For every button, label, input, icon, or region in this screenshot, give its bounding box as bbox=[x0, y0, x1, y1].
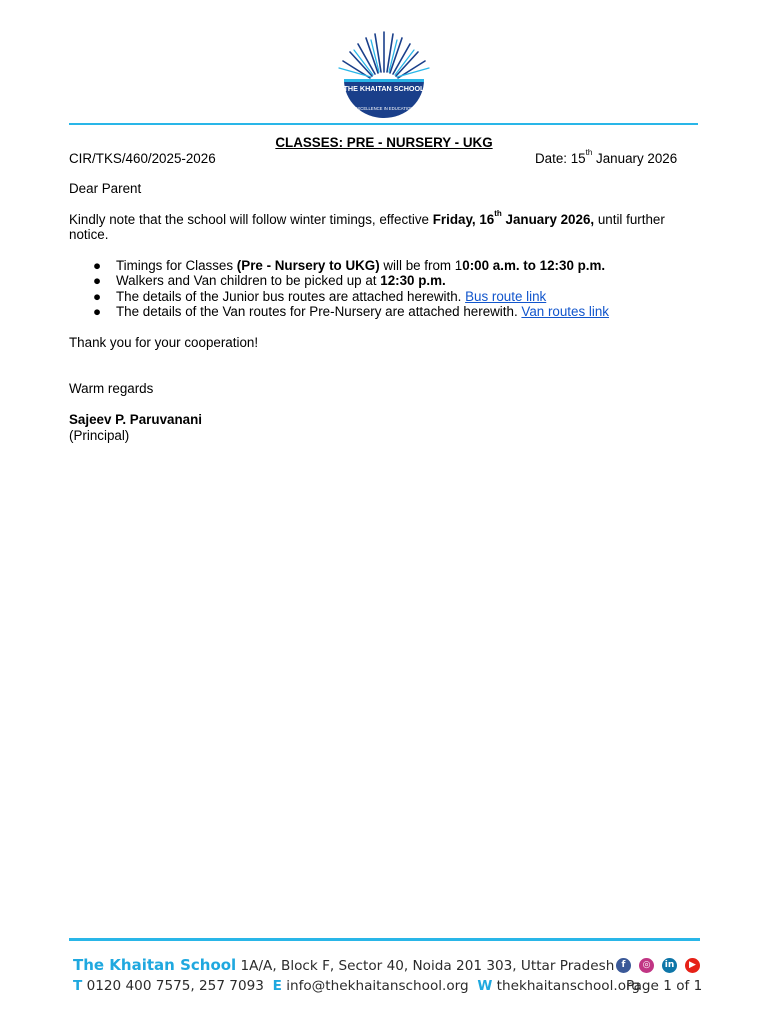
list-item: The details of the Junior bus routes are attached herewith. Bus route link bbox=[116, 289, 547, 304]
list-item: The details of the Van routes for Pre-Nursery are attached herewith. Van routes link bbox=[116, 304, 609, 319]
thanks-line: Thank you for your cooperation! bbox=[69, 335, 259, 350]
letter-title: CLASSES: PRE - NURSERY - UKG bbox=[275, 135, 493, 150]
list-item: Timings for Classes (Pre - Nursery to UKG) will be from 10:00 a.m. to 12:30 p.m. bbox=[116, 258, 606, 273]
linkedin-icon[interactable]: in bbox=[662, 958, 677, 973]
signatory-name: Sajeev P. Paruvanani bbox=[69, 412, 202, 427]
footer-address-line bbox=[73, 956, 614, 974]
logo-rays bbox=[343, 32, 425, 78]
footer-address: 1A/A, Block F, Sector 40, Noida 201 303, Uttar Pradesh bbox=[240, 958, 615, 974]
footer-website[interactable]: thekhaitanschool.org bbox=[496, 978, 641, 994]
header-rule bbox=[69, 123, 698, 125]
bullet-marker: ● bbox=[93, 258, 102, 273]
list-item: Walkers and Van children to be picked up at 12:30 p.m. bbox=[116, 273, 446, 288]
logo-name: THE KHAITAN SCHOOL bbox=[343, 84, 425, 93]
salutation: Dear Parent bbox=[69, 181, 142, 196]
footer-brand: The Khaitan School bbox=[73, 956, 237, 974]
van-routes-link[interactable]: Van routes link bbox=[521, 304, 609, 319]
instagram-icon[interactable]: ◎ bbox=[639, 958, 654, 973]
intro-paragraph-cont: notice. bbox=[69, 227, 109, 242]
bus-route-link[interactable]: Bus route link bbox=[465, 289, 547, 304]
letter-date: Date: 15th January 2026 bbox=[535, 148, 678, 166]
school-logo bbox=[334, 28, 434, 120]
footer-phone: 0120 400 7575, 257 7093 bbox=[86, 978, 264, 994]
bullet-marker: ● bbox=[93, 304, 102, 319]
facebook-icon[interactable]: f bbox=[616, 958, 631, 973]
logo-motto: EXCELLENCE IN EDUCATION bbox=[354, 106, 414, 111]
bullet-marker: ● bbox=[93, 273, 102, 288]
bullet-marker: ● bbox=[93, 289, 102, 304]
closing-line: Warm regards bbox=[69, 381, 154, 396]
footer-rule bbox=[69, 938, 700, 941]
footer-contact-line: T 0120 400 7575, 257 7093 E info@thekhaitanschool.org W thekhaitanschool.org bbox=[73, 978, 641, 994]
youtube-icon[interactable]: ▶ bbox=[685, 958, 700, 973]
page-number: Page 1 of 1 bbox=[626, 978, 703, 994]
signatory-designation: (Principal) bbox=[69, 428, 130, 443]
intro-paragraph: Kindly note that the school will follow winter timings, effective Friday, 16th January 2026, until further bbox=[69, 209, 665, 227]
circular-reference: CIR/TKS/460/2025-2026 bbox=[69, 151, 216, 166]
footer-email[interactable]: info@thekhaitanschool.org bbox=[286, 978, 469, 994]
